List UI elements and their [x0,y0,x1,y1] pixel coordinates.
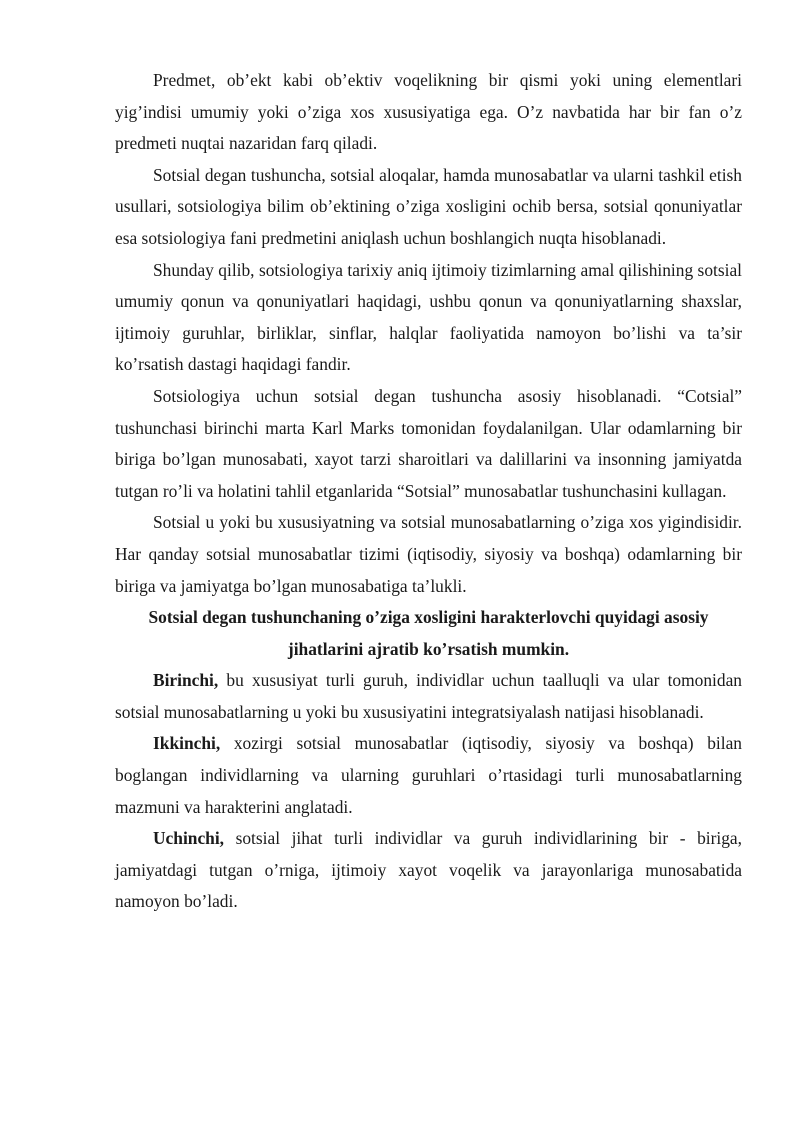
document-page [115,65,742,918]
paragraph-shunday-qilib: Shunday qilib, sotsiologiya tarixiy aniq ijtimoiy tizimlarning amal qilishining sotsial umumiy qonun va qonuniyatlari haqidagi, ushbu qonun va qonuniyatlarning shaxslar, ijtimoiy guruhlar, birliklar, sinflar, halqlar faoliyatida namoyon bo’lishi va ta’sir ko’rsatish dastagi haqidagi fandir. [115,259,742,375]
point-text: xozirgi sotsial munosabatlar (iqtisodiy, siyosiy va boshqa) bilan boglangan individlarning va ularning guruhlari o’rtasidagi turli munosabatlarning mazmuni va harakterini anglatadi. [115,733,742,817]
paragraph-sotsial-tushuncha: Sotsial degan tushuncha, sotsial aloqalar, hamda munosabatlar va ularni tashkil etish usullari, sotsiologiya bilim ob’ektining o’ziga xosligini ochib bersa, sotsial qonuniyatlar esa sotsiologiya fani predmetini aniqlash uchun boshlangich nuqta hisoblanadi. [115,164,742,248]
point-text: sotsial jihat turli individlar va guruh individlarining bir - biriga, jamiyatdagi tutgan o’rniga, ijtimoiy xayot voqelik va jarayonlariga munosabatida namoyon bo’ladi. [115,828,742,912]
point-birinchi [115,665,742,728]
point-label: Ikkinchi, [153,733,221,754]
paragraph-sotsiologiya: Sotsiologiya uchun sotsial degan tushuncha asosiy hisoblanadi. “Cotsial” tushunchasi birinchi marta Karl Marks tomonidan foydalanilgan. Ular odamlarning bir biriga bo’lgan munosabati, xayot tarzi sharoitlari va dalillarini va insonning jamiyatda tutgan ro’li va holatini tahlil etganlarida “Sotsial” munosabatlar tushunchasini kullagan. [115,385,742,501]
point-text: bu xususiyat turli guruh, individlar uchun taalluqli va ular tomonidan sotsial munosabatlarning u yoki bu xususiyatini integratsiyalash natijasi hisoblanadi. [115,670,742,722]
paragraph-predmet: Predmet, ob’ekt kabi ob’ektiv voqelikning bir qismi yoki uning elementlari yig’indisi umumiy yoki o’ziga xos xususiyatiga ega. O’z navbatida har bir fan o’z predmeti nuqtai nazaridan farq qiladi. [115,70,742,154]
point-uchinchi [115,823,742,918]
point-label: Uchinchi, [153,828,225,849]
paragraph-sotsial-xususiyat: Sotsial u yoki bu xususiyatning va sotsial munosabatlarning o’ziga xos yigindisidir. Har qanday sotsial munosabatlar tizimi (iqtisodiy, siyosiy va boshqa) odamlarning bir biriga va jamiyatga bo’lgan munosabatiga ta’lukli. [115,512,742,596]
point-label: Birinchi, [153,670,219,691]
section-heading: Sotsial degan tushunchaning o’ziga xosligini harakterlovchi quyidagi asosiy jihatlarini ajratib ko’rsatish mumkin. [148,607,709,659]
point-ikkinchi [115,728,742,823]
